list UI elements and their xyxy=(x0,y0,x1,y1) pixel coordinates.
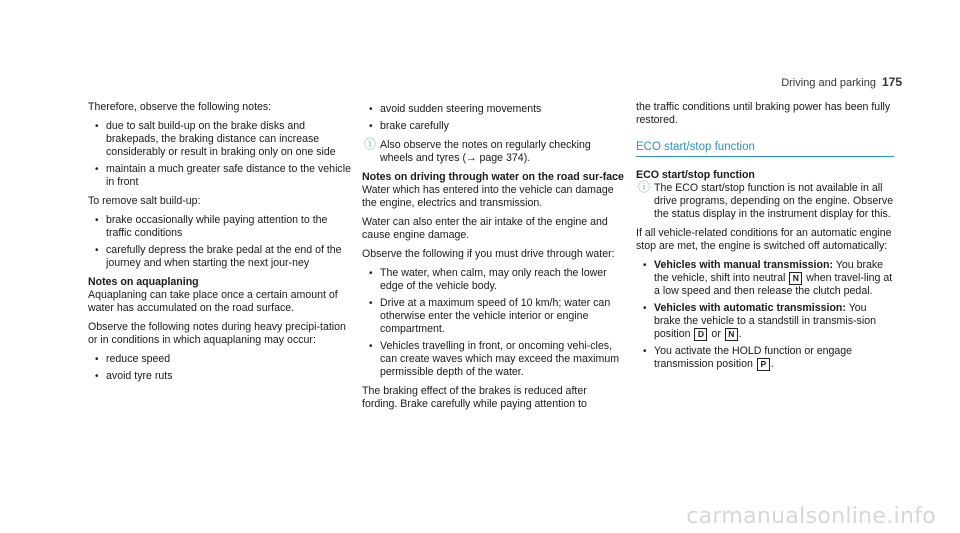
bullet-icon: • xyxy=(369,298,373,309)
water-observe: Observe the following if you must drive through water: xyxy=(362,248,615,260)
aquaplaning-observe: Observe the following notes during heavy precipi-tation or in conditions in which aquaplaning may occur: xyxy=(88,321,346,346)
manual-label: Vehicles with manual transmission: xyxy=(654,259,833,271)
gear-n-key: N xyxy=(789,272,802,285)
column-left xyxy=(88,101,356,389)
section-title: ECO start/stop function xyxy=(636,141,894,157)
conditions-text: If all vehicle-related conditions for an automatic engine stop are met, the engine is switched off automatically: xyxy=(636,227,892,252)
list-item: • carefully depress the brake pedal at the end of the journey and when starting the next jour-ney xyxy=(95,244,342,269)
bullet-icon: • xyxy=(369,341,373,352)
bullet-icon: • xyxy=(95,121,99,132)
salt-intro: To remove salt build-up: xyxy=(88,195,201,207)
salt-list xyxy=(88,214,356,270)
list-item: • The water, when calm, may only reach the lower edge of the vehicle body. xyxy=(369,267,607,292)
list-item: • brake carefully xyxy=(369,120,449,132)
gear-n-key: N xyxy=(725,328,738,341)
list-item: • due to salt build-up on the brake disks and brakepads, the braking distance can increase considerably or result in braking only on one side xyxy=(95,120,336,158)
water-heading: Notes on driving through water on the road sur-face xyxy=(362,171,624,183)
intro-text: Therefore, observe the following notes: xyxy=(88,101,272,113)
water-text-2: Water can also enter the air intake of the engine and cause engine damage. xyxy=(362,216,608,241)
water-list xyxy=(362,267,624,379)
top-list xyxy=(362,103,624,133)
list-item: • Drive at a maximum speed of 10 km/h; water can otherwise enter the vehicle interior or engine compartment. xyxy=(369,297,611,335)
aquaplaning-heading: Notes on aquaplaning xyxy=(88,276,199,288)
eco-note: ⓘ The ECO start/stop function is not available in all drive programs, depending on the engine. Observe the status display in the instrument display for this. xyxy=(638,180,894,220)
bullet-icon: • xyxy=(369,104,373,115)
bullet-icon: • xyxy=(369,268,373,279)
list-item: • maintain a much greater safe distance to the vehicle in front xyxy=(95,163,351,188)
page-header xyxy=(781,75,902,89)
bullet-icon: • xyxy=(643,346,647,357)
list-item-automatic: • Vehicles with automatic transmission: You brake the vehicle to a standstill in transmis-sion position D or N . xyxy=(643,302,876,340)
tyre-note: ⓘ Also observe the notes on regularly checking wheels and tyres (→ page 374). xyxy=(364,137,591,164)
info-icon: ⓘ xyxy=(638,180,651,194)
list-item: • brake occasionally while paying attention to the traffic conditions xyxy=(95,214,328,239)
bullet-icon: • xyxy=(643,303,647,314)
page-number: 175 xyxy=(881,75,902,89)
list-item: • Vehicles travelling in front, or oncoming vehi-cles, can create waves which may exceed the maximum permissible depth of the water. xyxy=(369,340,620,378)
continuation-text: the traffic conditions until braking power has been fully restored. xyxy=(636,101,891,126)
column-middle xyxy=(362,101,624,417)
list-item-manual: • Vehicles with manual transmission: You brake the vehicle, shift into neutral N when travel-ling at a low speed and then release the clutch pedal. xyxy=(643,259,893,297)
bullet-icon: • xyxy=(95,215,99,226)
bullet-icon: • xyxy=(95,354,99,365)
bullet-icon: • xyxy=(95,371,99,382)
gear-p-key: P xyxy=(757,358,770,371)
section-name: Driving and parking xyxy=(781,77,876,89)
bullet-icon: • xyxy=(369,121,373,132)
fording-text: The braking effect of the brakes is reduced after fording. Brake carefully while paying attention to xyxy=(362,385,587,410)
bullet-icon: • xyxy=(643,260,647,271)
list-item-hold: • You activate the HOLD function or engage transmission position P . xyxy=(643,345,853,370)
bullet-icon: • xyxy=(95,245,99,256)
water-text-1: Water which has entered into the vehicle can damage the engine, electrics and transmission. xyxy=(362,184,614,209)
column-right xyxy=(636,101,894,377)
bullet-icon: • xyxy=(95,164,99,175)
eco-list xyxy=(636,259,894,371)
list-item: • reduce speed xyxy=(95,353,171,365)
eco-subheading: ECO start/stop function xyxy=(636,169,755,181)
info-icon: ⓘ xyxy=(364,137,377,151)
list-item: • avoid sudden steering movements xyxy=(369,103,542,115)
list-item: • avoid tyre ruts xyxy=(95,370,173,382)
watermark: carmanualsonline.info xyxy=(686,504,936,529)
gear-d-key: D xyxy=(694,328,707,341)
automatic-label: Vehicles with automatic transmission: xyxy=(654,302,846,314)
aquaplaning-list xyxy=(88,353,356,383)
intro-list xyxy=(88,120,356,189)
aquaplaning-text: Aquaplaning can take place once a certain amount of water has accumulated on the road surface. xyxy=(88,289,338,314)
